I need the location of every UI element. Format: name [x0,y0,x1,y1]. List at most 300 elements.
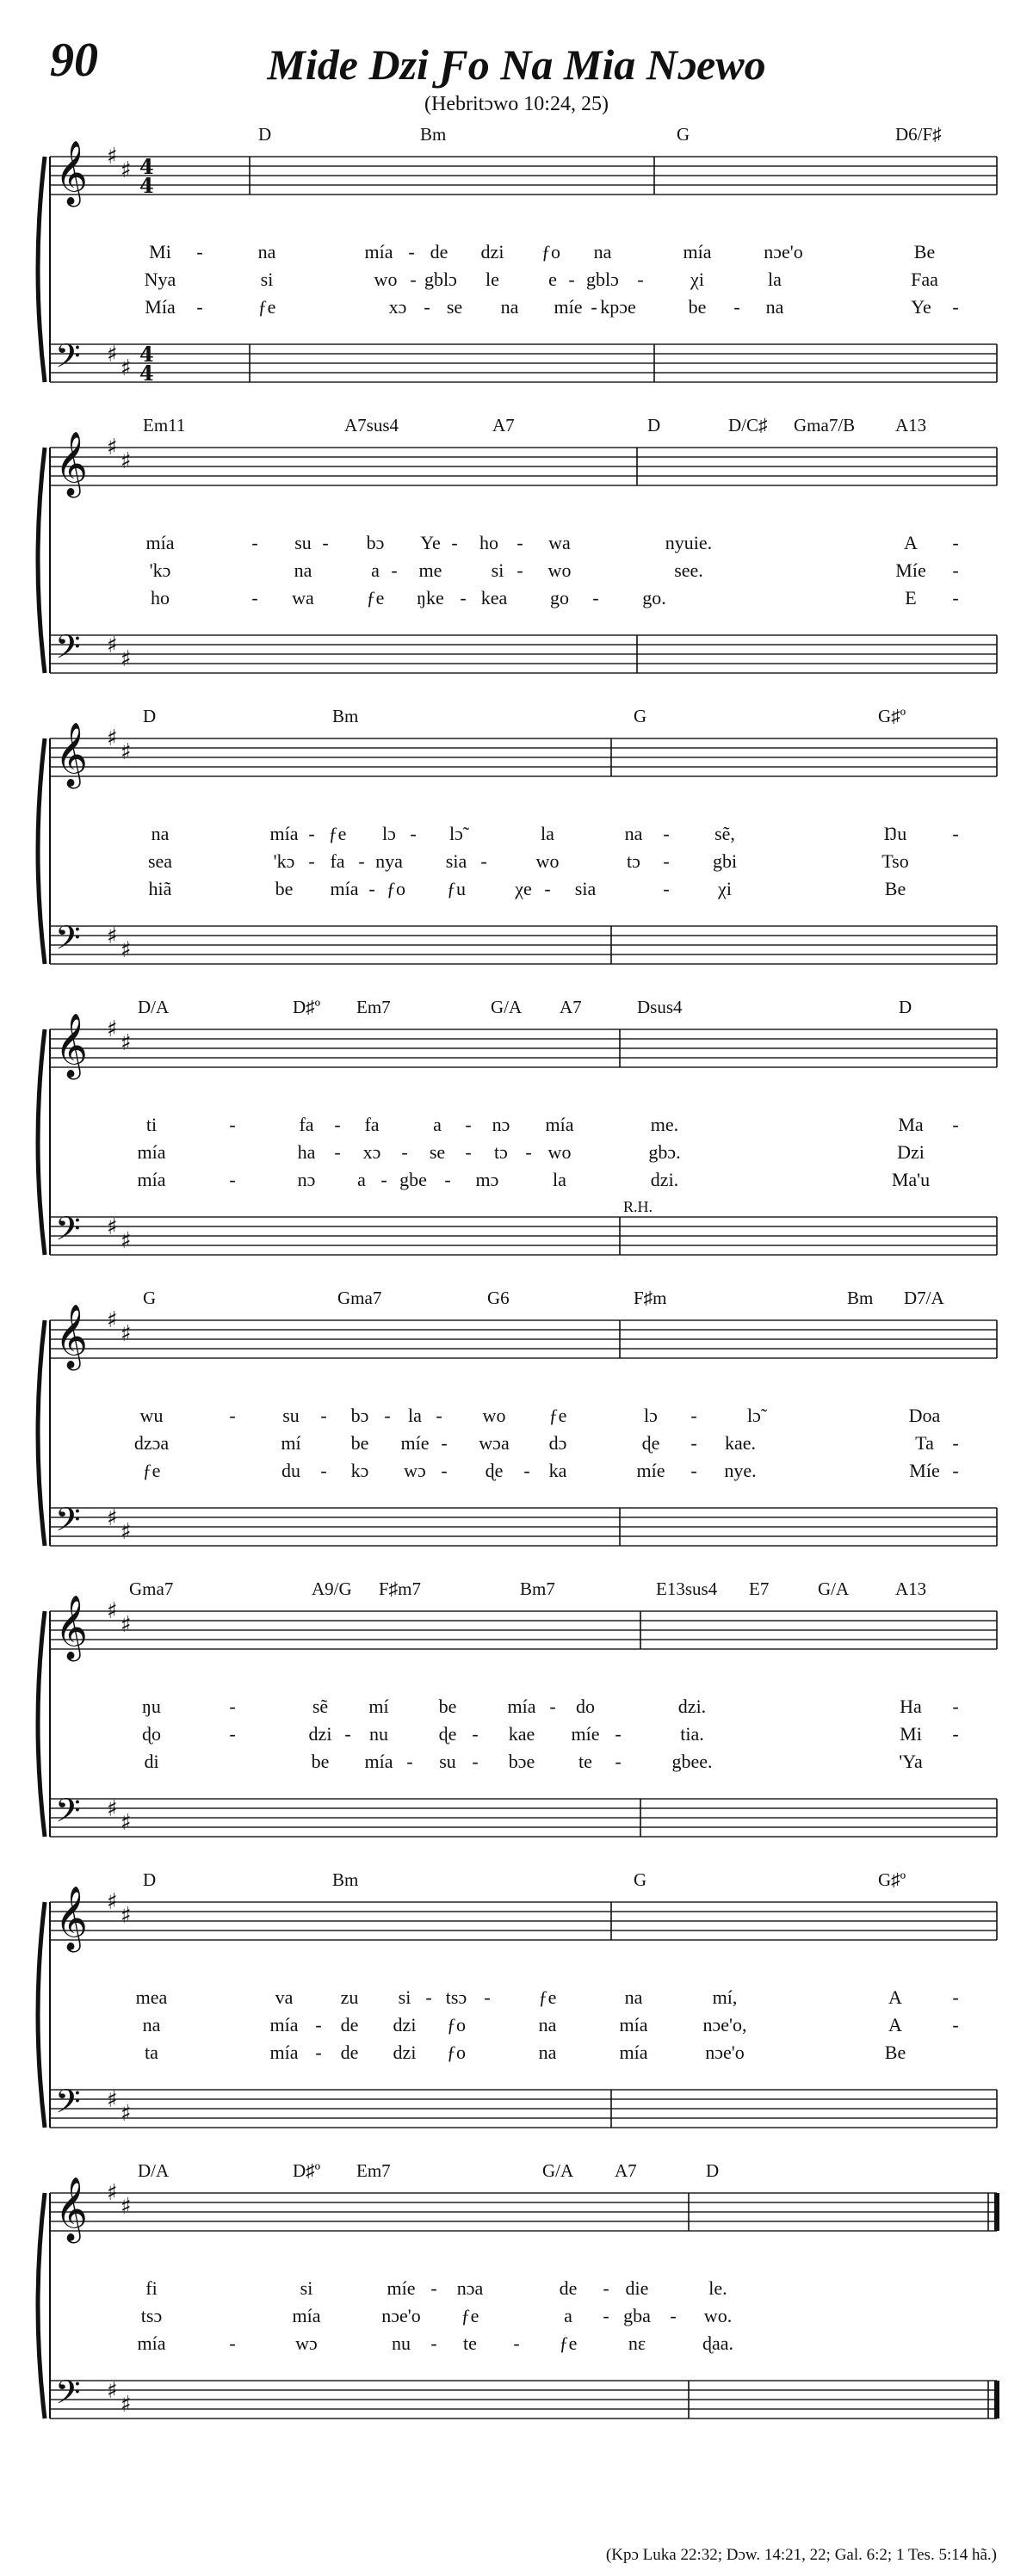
lyric-syllable: do [576,1696,595,1717]
lyric-hyphen: - [384,1405,391,1426]
key-sharp: ♯ [107,1214,118,1240]
key-sharp: ♯ [121,646,132,672]
lyric-syllable: fa [364,1114,380,1135]
key-sharp: ♯ [107,726,118,751]
lyric-hyphen: - [603,2277,609,2299]
lyric-syllable: bɔe [508,1751,535,1772]
lyric-syllable: de [340,2042,359,2063]
lyric-hyphen: - [525,1141,532,1163]
key-sharp: ♯ [121,1810,132,1836]
lyric-syllable: 'kɔ [273,850,295,872]
lyric-syllable: dzɔa [133,1432,170,1454]
lyric-syllable: lɔ [382,823,396,844]
lyric-hyphen: - [952,1696,959,1717]
lyric-syllable: zu [340,1986,359,2008]
bass-clef: 𝄢 [55,627,81,674]
lyric-hyphen: - [952,296,959,318]
treble-clef: 𝄞 [55,1305,88,1368]
chord-symbol: E7 [749,1578,770,1599]
lyric-syllable: se [429,1141,446,1163]
lyric-hyphen: - [591,296,597,318]
lyric-hyphen: - [484,1986,491,2008]
lyric-syllable: kae. [724,1432,757,1454]
lyric-syllable: kea [480,587,508,608]
lyric-syllable: nɔe'o [381,2305,421,2326]
lyric-syllable: Ma'u [891,1169,931,1190]
lyric-syllable: sẽ [312,1696,329,1717]
lyric-hyphen: - [637,269,644,290]
lyric-syllable: sẽ, [714,823,735,844]
lyric-syllable: dɔ [548,1432,567,1454]
chord-symbol: Em7 [356,2160,391,2181]
lyric-hyphen: - [516,559,523,581]
lyric-hyphen: - [544,878,551,899]
lyric-syllable: ŋke [417,587,444,608]
chord-symbol: Em11 [143,415,186,436]
chord-symbol: D/A [138,2160,170,2181]
treble-clef: 𝄞 [55,432,88,496]
chord-symbol: D♯º [293,997,321,1017]
lyric-syllable: Ye [911,296,931,318]
chord-symbol: Gma7 [337,1288,382,1308]
lyric-syllable: Ye [420,532,441,553]
lyric-hyphen: - [441,1432,448,1454]
lyric-hyphen: - [952,823,959,844]
lyric-syllable: mea [135,1986,168,2008]
lyric-syllable: mía [619,2042,648,2063]
lyric-syllable: ƒu [447,878,466,899]
lyric-syllable: su [294,532,312,553]
lyric-syllable: nya [375,850,403,872]
lyric-hyphen: - [952,1723,959,1745]
key-sharp: ♯ [121,1321,132,1347]
lyric-hyphen: - [425,1986,432,2008]
lyric-syllable: wo [547,1141,572,1163]
lyric-syllable: see. [674,559,703,581]
system-bracket [38,738,45,964]
chord-symbol: D6/F♯ [895,124,942,145]
lyric-syllable: si [491,559,504,581]
lyric-syllable: mɔ [475,1169,499,1190]
lyric-hyphen: - [952,2014,959,2035]
lyric-syllable: ƒo [387,878,405,899]
bass-clef: 𝄢 [55,2082,81,2128]
lyric-syllable: sia [445,850,467,872]
lyric-syllable: mía [137,1169,166,1190]
lyric-hyphen: - [952,1986,959,2008]
key-sharp: ♯ [107,342,118,368]
lyric-syllable: ho [151,587,170,608]
lyric-hyphen: - [663,823,670,844]
lyric-syllable: na [257,241,276,263]
chord-symbol: G [143,1288,157,1308]
lyric-syllable: ɖaa. [702,2332,734,2354]
lyric-syllable: na [142,2014,161,2035]
chord-symbol: D [706,2160,720,2181]
chord-symbol: D♯º [293,2160,321,2181]
lyric-syllable: wa [548,532,571,553]
lyric-syllable: a [564,2305,572,2326]
lyric-hyphen: - [663,850,670,872]
lyric-syllable: wo [482,1405,506,1426]
lyric-syllable: wo. [703,2305,733,2326]
lyric-syllable: Ŋu [883,823,907,844]
lyric-syllable: gbee. [671,1751,713,1772]
lyric-hyphen: - [465,1141,472,1163]
chord-symbol: G [634,1869,647,1890]
lyric-syllable: nɔ [297,1169,316,1190]
key-sharp: ♯ [107,1796,118,1822]
lyric-syllable: wɔ [295,2332,318,2354]
lyric-syllable: Míe [909,1460,940,1481]
lyric-syllable: sia [574,878,597,899]
lyric-hyphen: - [568,269,575,290]
lyric-syllable: Tso [881,850,909,872]
lyric-hyphen: - [229,1696,236,1717]
lyric-syllable: te [578,1751,592,1772]
lyric-syllable: be [275,878,294,899]
lyric-hyphen: - [592,587,599,608]
chord-symbol: D [258,124,272,145]
lyric-syllable: gbe [399,1169,427,1190]
lyric-syllable: be [438,1696,457,1717]
lyric-syllable: la [768,269,782,290]
lyric-hyphen: - [410,269,417,290]
lyric-syllable: mía [269,2042,299,2063]
lyric-hyphen: - [952,587,959,608]
lyric-syllable: Ma [898,1114,924,1135]
lyric-syllable: go [550,587,569,608]
lyric-syllable: χi [718,878,732,899]
lyric-syllable: go. [642,587,666,608]
lyric-syllable: va [275,1986,294,2008]
key-sharp: ♯ [121,937,132,963]
system-bracket [38,157,45,382]
system-bracket [38,1320,45,1546]
chord-symbol: D [143,706,157,726]
lyric-syllable: Nya [144,269,176,290]
lyric-syllable: mía [364,1751,393,1772]
lyric-hyphen: - [952,1114,959,1135]
lyric-syllable: me. [650,1114,679,1135]
chord-symbol: A7 [615,2160,637,2181]
lyric-syllable: míe [571,1723,600,1745]
lyric-syllable: míe [636,1460,665,1481]
system-bracket [38,448,45,673]
key-sharp: ♯ [107,1598,118,1624]
lyric-syllable: hiã [148,878,172,899]
lyric-hyphen: - [670,2305,677,2326]
lyric-syllable: na [765,296,784,318]
lyric-syllable: mía [137,1141,166,1163]
lyric-syllable: ti [145,1114,158,1135]
lyric-hyphen: - [430,2277,437,2299]
key-sharp: ♯ [107,435,118,460]
lyric-syllable: ƒe [366,587,385,608]
treble-clef: 𝄞 [55,1887,88,1950]
key-sharp: ♯ [121,355,132,381]
lyric-syllable: nu [369,1723,388,1745]
lyric-syllable: de [340,2014,359,2035]
lyric-hyphen: - [690,1405,697,1426]
chord-symbol: Dsus4 [637,997,683,1017]
chord-symbol: G [634,706,647,726]
chord-symbol: A7 [492,415,515,436]
right-hand-annotation: R.H. [623,1198,653,1215]
lyric-syllable: mía [507,1696,536,1717]
lyric-syllable: le. [708,2277,727,2299]
lyric-syllable: di [144,1751,159,1772]
chord-symbol: Bm [420,124,447,145]
key-sharp: ♯ [107,633,118,658]
chord-symbol: F♯m7 [379,1578,422,1599]
lyric-syllable: a [357,1169,366,1190]
key-sharp: ♯ [107,1307,118,1333]
lyric-syllable: Ta [915,1432,934,1454]
lyric-syllable: Mi [900,1723,922,1745]
lyric-syllable: wɔ [404,1460,426,1481]
lyric-syllable: mía [619,2014,648,2035]
lyric-hyphen: - [549,1696,556,1717]
lyric-syllable: ɖe [438,1723,457,1745]
lyric-syllable: A [888,1986,902,2008]
lyric-syllable: gbɔ. [648,1141,681,1163]
system-bracket [38,2193,45,2418]
lyric-syllable: ta [145,2042,158,2063]
lyric-hyphen: - [408,241,415,263]
lyric-syllable: na [624,823,643,844]
lyric-hyphen: - [444,1169,451,1190]
lyric-hyphen: - [315,2042,322,2063]
key-sharp: ♯ [121,158,132,183]
key-sharp: ♯ [107,2378,118,2404]
lyric-syllable: mía [545,1114,574,1135]
bass-clef: 𝄢 [55,2373,81,2419]
key-sharp: ♯ [107,2180,118,2206]
treble-clef: 𝄞 [55,141,88,205]
lyric-syllable: dzi [393,2042,417,2063]
lyric-syllable: a [433,1114,442,1135]
lyric-syllable: mía [292,2305,321,2326]
treble-clef: 𝄞 [55,1014,88,1078]
key-sharp: ♯ [121,448,132,474]
chord-symbol: A7 [560,997,582,1017]
lyric-hyphen: - [320,1460,327,1481]
lyric-syllable: ka [548,1460,567,1481]
lyric-syllable: ƒe [461,2305,479,2326]
chord-symbol: D/C♯ [728,415,768,436]
lyric-hyphen: - [451,532,458,553]
key-sharp: ♯ [121,1903,132,1929]
lyric-syllable: dzi. [677,1696,707,1717]
lyric-syllable: be [311,1751,330,1772]
lyric-syllable: tɔ [494,1141,508,1163]
lyric-hyphen: - [368,878,375,899]
lyric-syllable: na [593,241,612,263]
lyric-syllable: lɔ̃ [747,1405,761,1426]
lyric-hyphen: - [315,2014,322,2035]
lyric-hyphen: - [358,850,365,872]
lyric-syllable: gba [623,2305,651,2326]
lyric-syllable: wo [535,850,560,872]
lyric-syllable: na [500,296,519,318]
lyric-syllable: nɔ [492,1114,510,1135]
lyric-syllable: Be [884,878,906,899]
treble-clef: 𝄞 [55,2178,88,2241]
lyric-syllable: E [905,587,917,608]
lyric-syllable: dzi [480,241,504,263]
bass-clef: 𝄢 [55,1209,81,1256]
lyric-syllable: dzi. [650,1169,679,1190]
system-bracket [38,1611,45,1837]
lyric-syllable: ɖe [641,1432,660,1454]
lyric-syllable: nɔa [456,2277,484,2299]
chord-symbol: D [647,415,661,436]
lyric-syllable: wu [139,1405,164,1426]
lyric-syllable: wɔa [479,1432,510,1454]
lyric-syllable: ƒo [541,241,560,263]
lyric-syllable: xɔ [388,296,407,318]
chord-symbol: G6 [487,1288,510,1308]
lyric-hyphen: - [229,1405,236,1426]
lyric-syllable: ƒo [447,2014,466,2035]
lyric-syllable: Doa [908,1405,941,1426]
lyric-hyphen: - [410,823,417,844]
lyric-hyphen: - [615,1751,622,1772]
lyric-hyphen: - [663,878,670,899]
lyric-syllable: si [398,1986,411,2008]
lyric-syllable: a [371,559,380,581]
lyric-syllable: su [282,1405,300,1426]
chord-symbol: F♯m [634,1288,667,1308]
lyric-syllable: A [888,2014,902,2035]
key-sharp: ♯ [107,144,118,170]
lyric-syllable: mía [145,532,175,553]
lyric-syllable: me [418,559,442,581]
lyric-syllable: mía [330,878,359,899]
lyric-syllable: nɔe'o, [702,2014,747,2035]
lyric-hyphen: - [952,532,959,553]
chord-symbol: A13 [895,415,927,436]
lyric-syllable: si [300,2277,313,2299]
lyric-hyphen: - [516,532,523,553]
lyric-syllable: be [350,1432,369,1454]
time-signature-bottom: 4 [139,173,154,198]
lyric-hyphen: - [229,2332,236,2354]
time-signature-top: 4 [139,342,154,367]
key-sharp: ♯ [121,1519,132,1545]
chord-symbol: D [899,997,912,1017]
lyric-syllable: gblɔ [586,269,619,290]
lyric-syllable: wa [292,587,314,608]
lyric-syllable: nɛ [628,2332,646,2354]
key-sharp: ♯ [107,1889,118,1915]
lyric-syllable: ƒe [548,1405,567,1426]
lyric-syllable: na [624,1986,643,2008]
lyric-hyphen: - [320,1405,327,1426]
bass-clef: 𝄢 [55,1791,81,1838]
lyric-syllable: lɔ̃ [449,823,463,844]
lyric-syllable: fa [299,1114,314,1135]
lyric-syllable: la [408,1405,422,1426]
lyric-hyphen: - [344,1723,351,1745]
lyric-hyphen: - [334,1141,341,1163]
lyric-syllable: de [430,241,448,263]
lyric-syllable: Dzi [897,1141,925,1163]
treble-clef: 𝄞 [55,723,88,787]
key-sharp: ♯ [121,1228,132,1254]
lyric-syllable: nye. [724,1460,757,1481]
lyric-syllable: de [559,2277,578,2299]
lyric-syllable: du [281,1460,300,1481]
lyric-syllable: la [541,823,554,844]
song-number: 90 [50,34,98,87]
lyric-hyphen: - [460,587,467,608]
lyric-syllable: mía [364,241,393,263]
lyric-syllable: na [538,2014,557,2035]
lyric-syllable: míe [387,2277,416,2299]
lyric-syllable: ƒe [559,2332,578,2354]
lyric-hyphen: - [733,296,740,318]
key-sharp: ♯ [107,1016,118,1042]
lyric-syllable: ƒe [328,823,347,844]
lyric-syllable: nyuie. [665,532,713,553]
lyric-syllable: bɔ [350,1405,369,1426]
time-signature-bottom: 4 [139,361,154,386]
bass-clef: 𝄢 [55,1500,81,1547]
lyric-syllable: sea [147,850,173,872]
chord-symbol: Gma7 [129,1578,174,1599]
lyric-syllable: tsɔ [140,2305,163,2326]
lyric-syllable: la [553,1169,566,1190]
lyric-syllable: Ha [900,1696,922,1717]
lyric-hyphen: - [391,559,398,581]
chord-symbol: E13sus4 [656,1578,718,1599]
lyric-hyphen: - [952,1460,959,1481]
chord-symbol: D [143,1869,157,1890]
key-sharp: ♯ [107,2087,118,2113]
chord-symbol: Em7 [356,997,391,1017]
lyric-syllable: χe [515,878,532,899]
lyric-hyphen: - [424,296,430,318]
lyric-hyphen: - [436,1405,442,1426]
lyric-hyphen: - [229,1169,236,1190]
chord-symbol: Bm [847,1288,874,1308]
lyric-syllable: ƒe [142,1460,161,1481]
chord-symbol: A13 [895,1578,927,1599]
lyric-hyphen: - [472,1723,479,1745]
lyric-syllable: ƒe [257,296,276,318]
lyric-syllable: tɔ [627,850,640,872]
lyric-syllable: ƒo [447,2042,466,2063]
lyric-syllable: se [446,296,463,318]
lyric-hyphen: - [615,1723,622,1745]
lyric-syllable: Mía [145,296,176,318]
lyric-syllable: kpɔe [600,296,636,318]
lyric-hyphen: - [480,850,487,872]
chord-symbol: G/A [491,997,523,1017]
lyric-hyphen: - [308,823,315,844]
lyric-syllable: na [151,823,170,844]
chord-symbol: G♯º [878,706,906,726]
chord-symbol: A7sus4 [344,415,399,436]
lyric-hyphen: - [472,1751,479,1772]
lyric-syllable: ɖe [485,1460,504,1481]
lyric-syllable: Míe [895,559,926,581]
lyric-syllable: fi [145,2277,158,2299]
lyric-hyphen: - [430,2332,437,2354]
lyric-hyphen: - [308,850,315,872]
